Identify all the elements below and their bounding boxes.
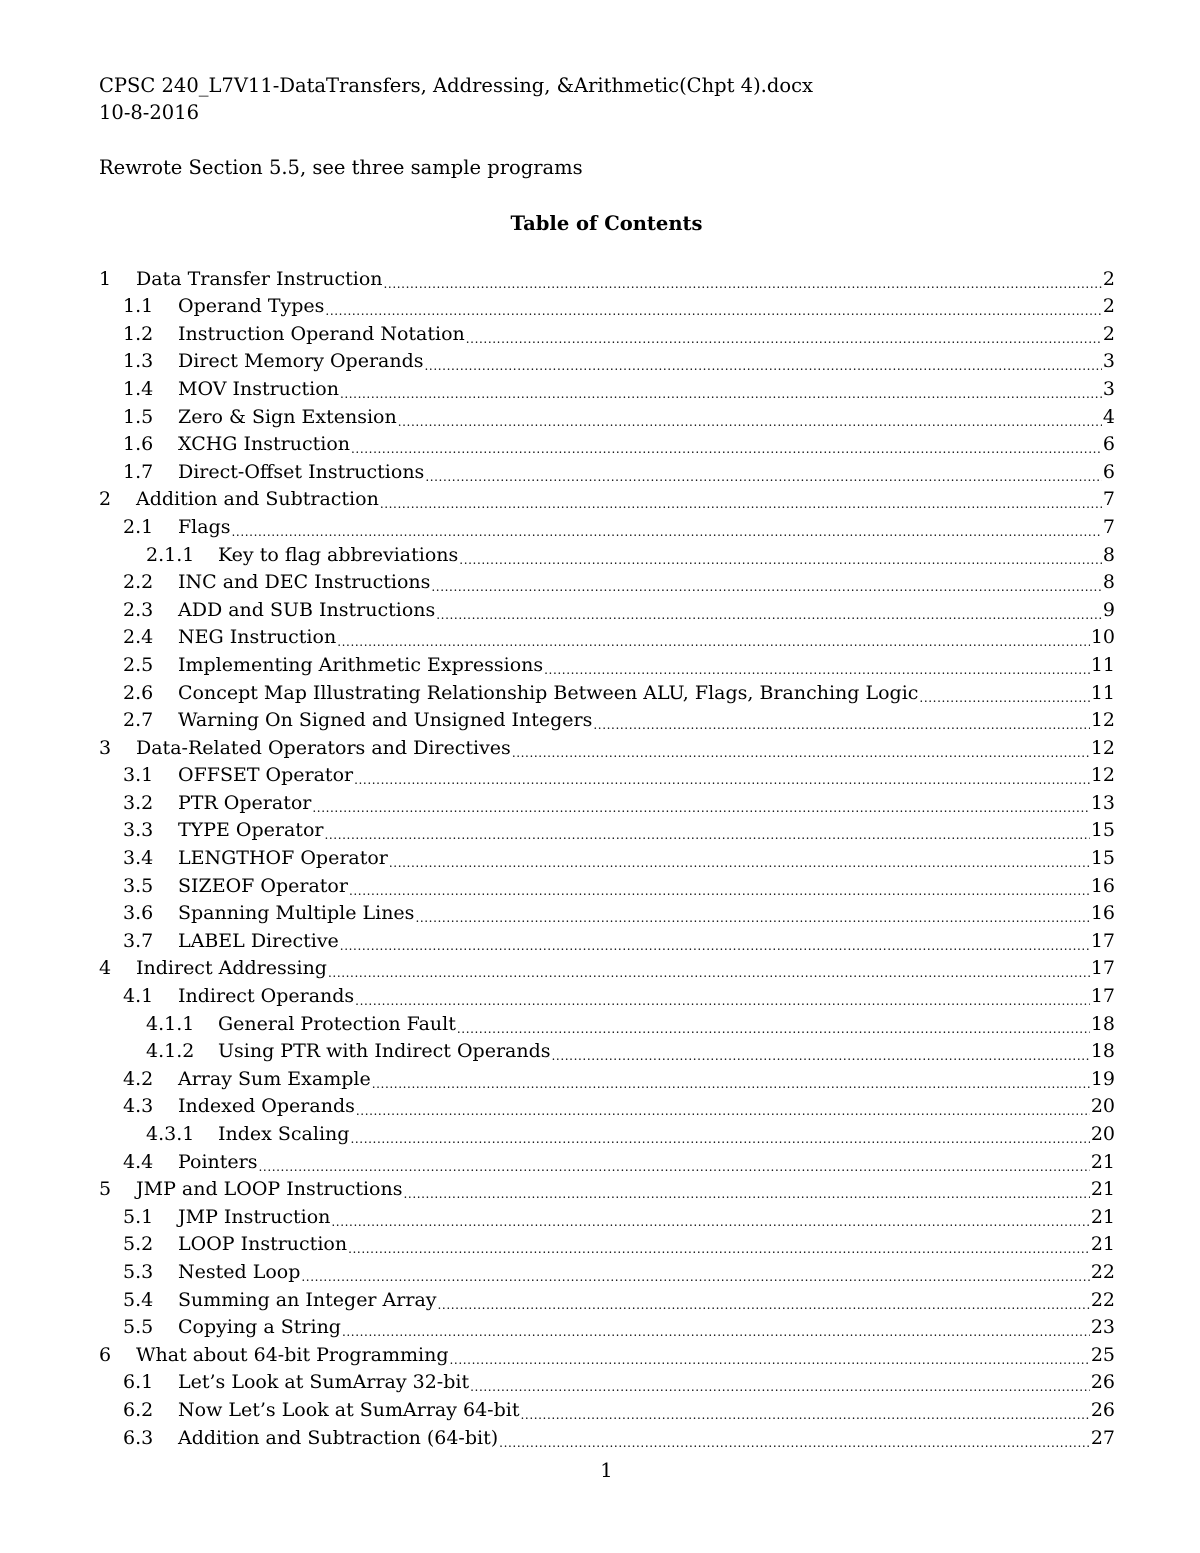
toc-entry-number: 5.3 [123,1260,154,1283]
toc-dot-leader [470,1369,1090,1396]
toc-entry-number: 2 [99,488,112,511]
toc-entry-label: Array Sum Example [178,1067,371,1090]
toc-entry-number: 2.4 [123,626,154,649]
toc-dot-leader [324,817,1089,844]
toc-entry-label: Nested Loop [178,1260,301,1283]
toc-entry-page: 2 [1102,267,1115,290]
toc-entry[interactable] [99,1396,1115,1424]
toc-entry-label: LENGTHOF Operator [178,847,388,870]
toc-entry[interactable] [99,569,1115,597]
toc-entry-label: Indirect Operands [178,985,355,1008]
toc-entry-label: Concept Map Illustrating Relationship Between ALU, Flags, Branching Logic [178,681,919,704]
toc-dot-leader [425,459,1102,486]
toc-entry[interactable] [99,293,1115,321]
toc-entry-label: Spanning Multiple Lines [178,902,415,925]
toc-entry-label: Flags [178,515,231,538]
toc-entry-label: Now Let’s Look at SumArray 64-bit [178,1398,520,1421]
toc-entry[interactable] [99,1038,1115,1066]
toc-entry-page: 18 [1090,1012,1115,1035]
toc-entry-number: 2.1.1 [146,543,195,566]
toc-dot-leader [415,900,1089,927]
toc-dot-leader [340,928,1090,955]
toc-entry-label: Copying a String [178,1316,341,1339]
toc-entry-number: 4.1.2 [146,1040,195,1063]
toc-entry[interactable] [99,817,1115,845]
toc-entry-number: 4.2 [123,1067,154,1090]
toc-entry[interactable] [99,1203,1115,1231]
toc-entry[interactable] [99,872,1115,900]
toc-dot-leader [337,624,1090,651]
toc-entry-number: 4.4 [123,1150,154,1173]
toc-entry-page: 2 [1102,295,1115,318]
toc-dot-leader [384,266,1102,293]
toc-entry-page: 17 [1090,985,1115,1008]
toc-entry-page: 4 [1102,405,1115,428]
toc-entry[interactable] [99,320,1115,348]
toc-entry-label: Implementing Arithmetic Expressions [178,653,544,676]
toc-entry-page: 19 [1090,1067,1115,1090]
toc-dot-leader [438,1287,1090,1314]
toc-entry[interactable] [99,1176,1115,1204]
toc-dot-leader [593,707,1089,734]
toc-entry[interactable] [99,762,1115,790]
toc-entry-label: Indirect Addressing [136,957,327,980]
toc-entry-page: 23 [1090,1316,1115,1339]
toc-entry-number: 6.1 [123,1371,154,1394]
toc-entry-page: 27 [1090,1426,1115,1449]
toc-entry-page: 17 [1090,929,1115,952]
toc-entry-number: 3.4 [123,847,154,870]
toc-dot-leader [340,376,1102,403]
toc-dot-leader [328,955,1090,982]
toc-entry-page: 21 [1090,1150,1115,1173]
toc-entry-page: 7 [1102,488,1115,511]
toc-entry-label: Let’s Look at SumArray 32-bit [178,1371,470,1394]
document-header [99,72,813,126]
toc-entry-page: 20 [1090,1095,1115,1118]
toc-dot-leader [331,1204,1089,1231]
toc-entry-number: 5 [99,1178,112,1201]
toc-entry-page: 8 [1102,543,1115,566]
toc-entry-number: 2.6 [123,681,154,704]
toc-entry-label: XCHG Instruction [178,433,350,456]
toc-entry-number: 3.3 [123,819,154,842]
toc-entry-page: 26 [1090,1371,1115,1394]
toc-entry[interactable] [99,955,1115,983]
toc-entry-number: 1.6 [123,433,154,456]
toc-entry-page: 16 [1090,902,1115,925]
toc-title: Table of Contents [510,212,703,235]
toc-dot-leader [372,1066,1090,1093]
toc-entry-page: 12 [1090,709,1115,732]
toc-entry-number: 4.3.1 [146,1123,195,1145]
toc-entry[interactable] [99,1258,1115,1286]
toc-dot-leader [450,1342,1090,1369]
toc-entry-number: 2.7 [123,709,154,732]
toc-dot-leader [520,1397,1089,1424]
toc-entry-number: 3.2 [123,791,154,814]
toc-entry-label: JMP Instruction [178,1205,331,1228]
toc-entry-page: 8 [1102,571,1115,594]
toc-entry-number: 4.3 [123,1095,154,1118]
toc-entry-label: Summing an Integer Array [178,1288,437,1311]
toc-entry-page: 22 [1090,1260,1115,1283]
toc-dot-leader [403,1176,1089,1203]
toc-entry-label: Zero & Sign Extension [178,405,397,428]
toc-entry-label: JMP and LOOP Instructions [136,1178,403,1201]
toc-dot-leader [354,762,1090,789]
toc-dot-leader [389,845,1090,872]
toc-entry-number: 1.7 [123,460,154,483]
toc-entry-page: 10 [1090,626,1115,649]
toc-entry-label: Warning On Signed and Unsigned Integers [178,709,593,732]
toc-entry[interactable] [99,486,1115,514]
toc-entry[interactable] [99,403,1115,431]
toc-entry[interactable] [99,651,1115,679]
toc-entry-page: 12 [1090,764,1115,787]
toc-dot-leader [258,1149,1089,1176]
toc-entry-page: 26 [1090,1398,1115,1421]
toc-entry-number: 5.1 [123,1205,154,1228]
toc-entry-label: SIZEOF Operator [178,874,348,897]
toc-entry-page: 11 [1090,653,1115,676]
toc-dot-leader [380,486,1102,513]
toc-entry-label: Addition and Subtraction [136,488,379,511]
toc-entry[interactable] [99,789,1115,817]
toc-entry-label: Using PTR with Indirect Operands [218,1040,551,1063]
toc-entry-page: 9 [1102,598,1115,621]
toc-dot-leader [301,1259,1089,1286]
toc-entry[interactable] [99,1065,1115,1093]
toc-entry[interactable] [99,1231,1115,1259]
toc-entry-number: 3.1 [123,764,154,787]
toc-entry-number: 3.5 [123,874,154,897]
toc-entry[interactable] [99,348,1115,376]
toc-entry-number: 5.2 [123,1233,154,1256]
toc-dot-leader [350,1121,1089,1148]
table-of-contents [99,265,1115,1452]
toc-entry-page: 15 [1090,847,1115,870]
toc-entry[interactable] [99,844,1115,872]
toc-entry[interactable] [99,707,1115,735]
toc-entry-label: Instruction Operand Notation [178,322,465,345]
toc-entry-label: Direct Memory Operands [178,350,424,373]
toc-dot-leader [349,873,1090,900]
toc-entry-number: 6 [99,1343,112,1366]
toc-dot-leader [544,652,1090,679]
toc-entry-label: Direct-Offset Instructions [178,460,425,483]
toc-entry-number: 2.5 [123,653,154,676]
toc-entry-page: 6 [1102,460,1115,483]
toc-entry[interactable] [99,1369,1115,1397]
toc-entry-label: Addition and Subtraction (64-bit) [178,1426,499,1449]
toc-entry-number: 2.2 [123,571,154,594]
toc-entry-page: 3 [1102,350,1115,373]
toc-entry-number: 4.1 [123,985,154,1008]
toc-entry-number: 3 [99,736,112,759]
toc-entry-number: 2.1 [123,515,154,538]
toc-entry-page: 21 [1090,1233,1115,1256]
toc-entry-page: 11 [1090,681,1115,704]
toc-entry-label: What about 64-bit Programming [136,1343,449,1366]
toc-entry-label: General Protection Fault [218,1012,456,1035]
toc-entry-number: 1 [99,267,112,290]
page-number: 1 [600,1459,613,1482]
toc-entry-label: Data-Related Operators and Directives [136,736,511,759]
toc-entry-label: Pointers [178,1150,258,1173]
toc-entry-label: MOV Instruction [178,377,339,400]
toc-entry-label: PTR Operator [178,791,312,814]
toc-entry-label: ADD and SUB Instructions [178,598,436,621]
toc-dot-leader [431,569,1102,596]
toc-entry[interactable] [99,265,1115,293]
toc-entry-number: 3.6 [123,902,154,925]
toc-entry-page: 22 [1090,1288,1115,1311]
toc-entry-page: 7 [1102,515,1115,538]
toc-entry-page: 17 [1090,957,1115,980]
toc-dot-leader [356,1093,1090,1120]
toc-entry[interactable] [99,624,1115,652]
toc-entry-number: 6.2 [123,1398,154,1421]
toc-entry-number: 1.1 [123,295,154,318]
toc-entry[interactable] [99,1286,1115,1314]
toc-entry-number: 5.5 [123,1316,154,1339]
toc-entry[interactable] [99,431,1115,459]
toc-entry[interactable] [99,927,1115,955]
toc-entry[interactable] [99,1314,1115,1342]
toc-entry[interactable] [99,1093,1115,1121]
toc-entry-label: Indexed Operands [178,1095,355,1118]
document-filename: CPSC 240_L7V11-DataTransfers, Addressing, &Arithmetic(Chpt 4).docx [99,74,814,97]
toc-entry-page: 16 [1090,874,1115,897]
toc-entry-label: INC and DEC Instructions [178,571,431,594]
toc-entry-number: 1.5 [123,405,154,428]
toc-entry-number: 2.3 [123,598,154,621]
toc-entry-page: 25 [1090,1343,1115,1366]
toc-entry[interactable] [99,1341,1115,1369]
toc-entry-number: 1.4 [123,377,154,400]
toc-dot-leader [919,680,1089,707]
toc-entry[interactable] [99,596,1115,624]
toc-entry[interactable] [99,1010,1115,1038]
document-date: 10-8-2016 [99,101,200,124]
toc-entry-page: 21 [1090,1205,1115,1228]
toc-entry-label: LABEL Directive [178,929,339,952]
toc-entry-label: TYPE Operator [178,819,324,842]
toc-dot-leader [232,514,1102,541]
toc-dot-leader [312,790,1089,817]
toc-entry-page: 6 [1102,433,1115,456]
toc-entry[interactable] [99,513,1115,541]
toc-entry[interactable] [99,1148,1115,1176]
toc-entry-page: 12 [1090,736,1115,759]
toc-entry-label: Index Scaling [218,1123,350,1145]
toc-entry-page: 13 [1090,791,1115,814]
toc-dot-leader [398,404,1102,431]
toc-entry[interactable] [99,982,1115,1010]
toc-entry-label: Key to flag abbreviations [218,543,459,566]
toc-entry-label: LOOP Instruction [178,1233,348,1256]
toc-dot-leader [436,597,1102,624]
toc-entry[interactable] [99,900,1115,928]
toc-dot-leader [512,735,1090,762]
toc-entry-number: 5.4 [123,1288,154,1311]
toc-entry-label: NEG Instruction [178,626,337,649]
toc-dot-leader [325,293,1102,320]
toc-entry[interactable] [99,541,1115,569]
toc-entry[interactable] [99,458,1115,486]
toc-entry-number: 1.2 [123,322,154,345]
toc-dot-leader [466,321,1102,348]
toc-dot-leader [499,1425,1090,1452]
toc-dot-leader [552,1038,1090,1065]
toc-entry-number: 1.3 [123,350,154,373]
toc-entry-label: Data Transfer Instruction [136,267,383,290]
toc-dot-leader [342,1314,1090,1341]
toc-dot-leader [351,431,1102,458]
toc-entry[interactable] [99,679,1115,707]
toc-entry-number: 4 [99,957,112,980]
toc-entry-page: 3 [1102,377,1115,400]
toc-dot-leader [459,542,1102,569]
toc-dot-leader [425,348,1102,375]
toc-entry-page: 20 [1090,1123,1115,1145]
revision-note: Rewrote Section 5.5, see three sample programs [99,156,583,179]
toc-entry-label: OFFSET Operator [178,764,354,787]
toc-dot-leader [355,983,1090,1010]
toc-entry[interactable] [99,1120,1115,1148]
toc-entry[interactable] [99,734,1115,762]
toc-entry[interactable] [99,375,1115,403]
toc-dot-leader [348,1231,1090,1258]
toc-entry-page: 21 [1090,1178,1115,1201]
toc-dot-leader [457,1011,1090,1038]
toc-entry-page: 15 [1090,819,1115,842]
toc-entry-number: 4.1.1 [146,1012,195,1035]
toc-entry-number: 3.7 [123,929,154,952]
toc-entry-number: 6.3 [123,1426,154,1449]
toc-entry-page: 18 [1090,1040,1115,1063]
toc-entry[interactable] [99,1424,1115,1452]
toc-entry-label: Operand Types [178,295,325,318]
toc-entry-page: 2 [1102,322,1115,345]
